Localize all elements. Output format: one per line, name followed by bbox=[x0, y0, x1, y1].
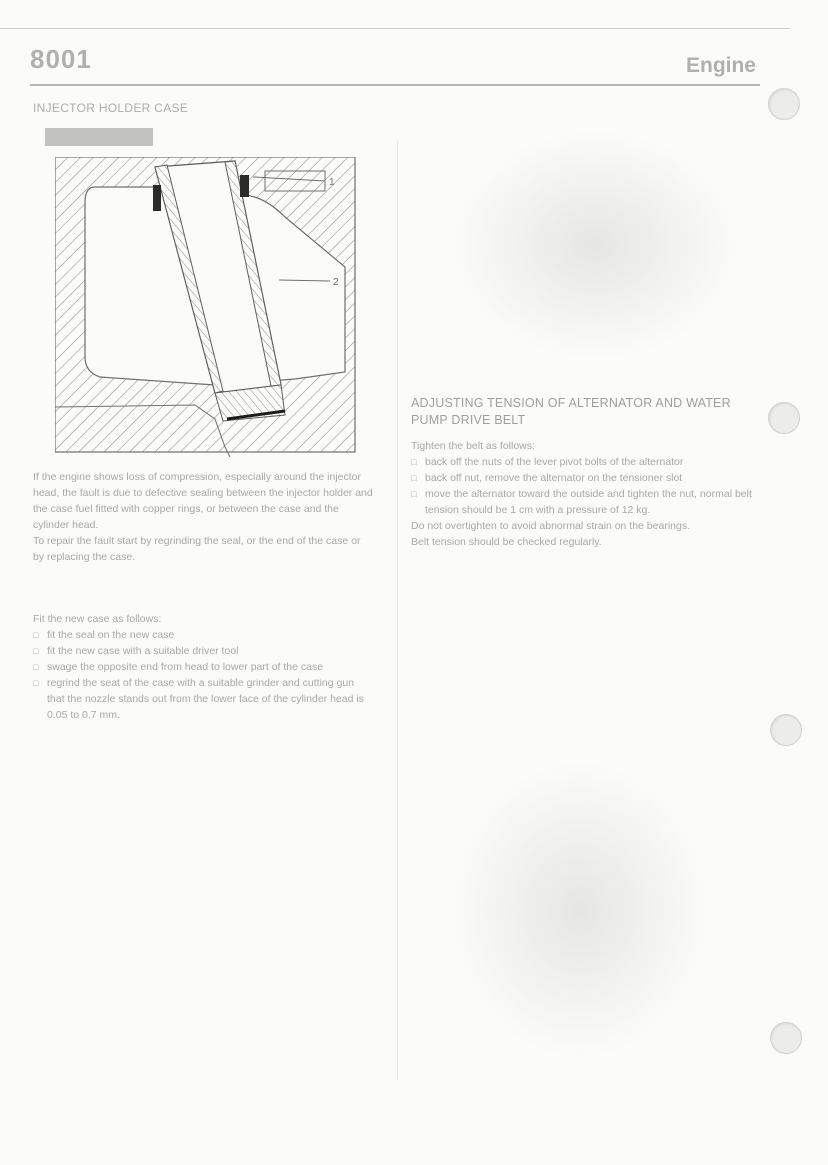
right-note-1: Do not overtighten to avoid abnormal strain on the bearings. bbox=[411, 520, 691, 532]
paragraph-1: If the engine shows loss of compression, especially around the injector head, the fault is due to defective sealing between the injector holder and the case fuel fitted with copper rings, or between the case and the cylinder head. bbox=[33, 471, 373, 531]
right-section-title: ADJUSTING TENSION OF ALTERNATOR AND WATER PUMP DRIVE BELT bbox=[411, 396, 731, 427]
right-step: □ move the alternator toward the outside and tighten the nut, normal belt tension should be 1 cm with a pressure of 12 kg. bbox=[411, 486, 756, 518]
fit-steps bbox=[33, 627, 373, 723]
header-rule bbox=[30, 84, 760, 86]
callout-2: 2 bbox=[333, 277, 339, 288]
figure-tab bbox=[45, 128, 153, 146]
paragraph-2: To repair the fault start by regrinding the seal, or the end of the case or by replacing the case. bbox=[33, 535, 361, 563]
left-body bbox=[33, 469, 373, 565]
column-divider bbox=[397, 140, 398, 1080]
top-border-line bbox=[0, 28, 790, 29]
section-title: INJECTOR HOLDER CASE bbox=[33, 101, 189, 115]
right-step: □ back off the nuts of the lever pivot bolts of the alternator bbox=[411, 454, 756, 470]
fit-intro: Fit the new case as follows: bbox=[33, 613, 162, 625]
right-step: □ back off nut, remove the alternator on the tensioner slot bbox=[411, 470, 756, 486]
fit-step: □ swage the opposite end from head to lower part of the case bbox=[33, 659, 373, 675]
fit-step: □ regrind the seat of the case with a suitable grinder and cutting gun that the nozzle stands out from the lower face of the cylinder head is 0.05 to 0.7 mm. bbox=[33, 675, 373, 723]
punch-hole-3 bbox=[770, 714, 802, 746]
fit-procedure bbox=[33, 611, 373, 723]
punch-hole-1 bbox=[768, 88, 800, 120]
right-steps bbox=[411, 454, 756, 518]
fit-step: □ fit the seal on the new case bbox=[33, 627, 373, 643]
page-number: 8001 bbox=[30, 44, 92, 74]
injector-case-figure bbox=[55, 157, 365, 457]
punch-hole-4 bbox=[770, 1022, 802, 1054]
fit-step: □ fit the new case with a suitable driver tool bbox=[33, 643, 373, 659]
faded-photo-bottom bbox=[450, 760, 710, 1060]
callout-1: 1 bbox=[329, 177, 335, 188]
right-note-2: Belt tension should be checked regularly. bbox=[411, 536, 602, 548]
right-intro: Tighten the belt as follows: bbox=[411, 440, 535, 452]
right-body bbox=[411, 438, 756, 550]
punch-hole-2 bbox=[768, 402, 800, 434]
chapter-title: Engine bbox=[685, 54, 756, 77]
faded-photo-top bbox=[450, 130, 740, 360]
